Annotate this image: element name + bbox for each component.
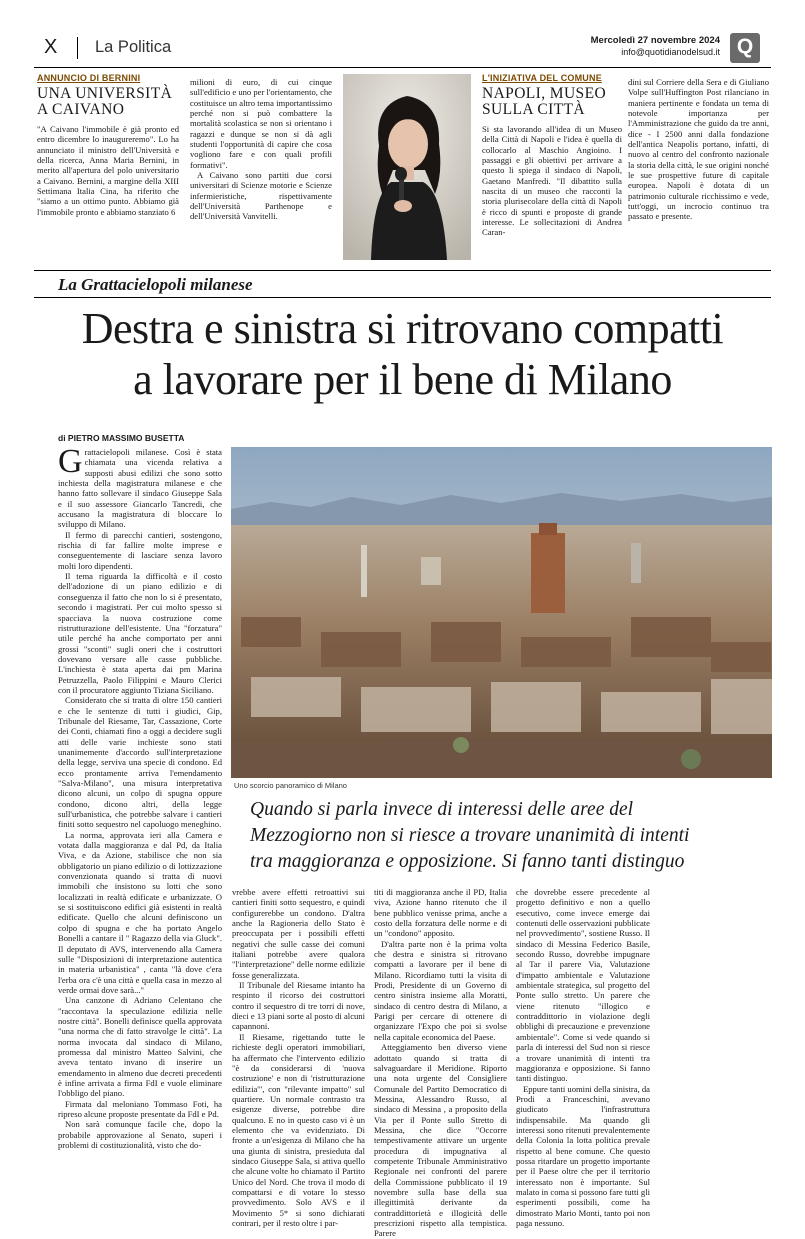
- header-divider-vertical: [77, 37, 78, 59]
- pull-quote: Quando si parla invece di interessi delle aree del Mezzogiorno non si riesce a trovare unanimità di intenti tra maggioranza e opposizione. Si fanno tanti distinguo: [250, 799, 690, 872]
- brief-left-kicker: ANNUNCIO DI BERNINI: [37, 73, 141, 83]
- brief-right-title: NAPOLI, MUSEO SULLA CITTÀ: [482, 85, 607, 118]
- speaker-photo: [343, 74, 471, 260]
- close-icon[interactable]: X: [44, 36, 58, 58]
- brief-right-col2: dini sul Corriere della Sera e di Giuliano Volpe sull'Huffington Post rilanciano in maniera pertinente e fondata un tema di notevole importanza per l'Amministrazione che guido da tre anni, dice - I 2500 anni dalla fondazione dell'antica Neapolis portano, infatti, di nuovo al centro del confronto nazionale la storia della città, le sue origini nonché le sue prospettive future di capitale europea. Napoli è dotata di un patrimonio culturale ricchissimo e vede, tutt'oggi, un incrocio continuo tra passato e presente.: [628, 77, 769, 222]
- article-col2: vrebbe avere effetti retroattivi sui cantieri finiti sotto sequestro, e quindi configurerebbe un condono. D'altra anche la Ragioneria dello Stato è preoccupata per i possibili effetti negativi che sulle casse dei comuni italiani potrebbe avere qualora "l'interpretazione" delle norme edilizie fosse generalizzata. Il Tribunale del Riesame intanto ha respinto il ricorso dei costruttori contro il sequestro di tre torri di nove, dieci e 13 piani sorte al posto di alcuni capannoni. Il Riesame, rigettando tutte le richieste degli operatori immobiliari, ha affermato che l'intervento edilizio "è da considerarsi di 'nuova costruzione' e non di 'ristrutturazione edilizia'", con "rilevante impatto" sul quartiere. Un normale contrasto tra esigenze diverse, potrebbe dire qualcuno. E no in questo caso vi è un elemento che va evidenziato. Di fronte a un'esigenza di Milano che ha una giunta di sinistra, presieduta dal sindaco Giuseppe Sala, si attiva quello che alcune volte ho chiamato il Partito Unico del Nord. Che trova il modo di compattarsi e di votare lo stesso provvedimento. Solo AVS e il Movimento 5* si sono dichiarati contrari, per il resto oltre i par-: [232, 887, 365, 1228]
- brief-right-kicker: L'INIZIATIVA DEL COMUNE: [482, 73, 602, 83]
- brief-divider: [34, 270, 771, 271]
- article-kicker: La Grattacielopoli milanese: [58, 275, 253, 294]
- brief-left-col2: milioni di euro, di cui cinque sull'edificio e uno per l'orientamento, che costituisce un altro tema importantissimo perché non si può combattere la mortalità scolastica se non si orientano i ragazzi e dunque se non si dà agli studenti l'opportunità di capire che cosa vogliono fare e con quali profili formativi". A Caivano sono partiti due corsi universitari di Scienze motorie e Scienze infermieristiche, rispettivamente dell'Università Parthenope e dell'Università Vanvitelli.: [190, 77, 332, 222]
- header-email: info@quotidianodelsud.it: [621, 47, 720, 57]
- milan-panorama-photo: [231, 447, 772, 778]
- quotidiano-logo-icon: [730, 33, 760, 63]
- header-rule: [34, 67, 771, 68]
- article-col1: Grattacielopoli milanese. Così è stata chiamata una vicenda relativa a supposti abusi edilizi che sono sotto inchiesta della magistratura milanese e che hanno fatto sollevare il sindaco Giuseppe Sala e il suo assessore Giancarlo Tancredi, che accusano la magistratura di bloccare lo sviluppo di Milano. Il fermo di parecchi cantieri, sostengono, rischia di far fallire molte imprese e conseguentemente di lasciare senza lavoro molti loro dipendenti. Il tema riguarda la difficoltà e il costo dell'adozione di un piano edilizio e di conseguenza il fatto che non lo si è presentato, secondo i magistrati. Per cui molto spesso si spacciava la nuova costruzione come ristrutturazione dell'esistente. Una "forzatura" utile perché ha anche comportato per anni grossi "sconti" sugli oneri che i costruttori dovevano versare alle casse pubbliche. L'inchiesta è stata aperta dai pm Marina Petruzzella, Paolo Filippini e Mauro Clerici con il procuratore aggiunto Tiziana Siciliano. Considerato che si tratta di oltre 150 cantieri e che le sentenze di tutti i giudici, Gip, Tribunale del Riesame, Tar, Cassazione, Corte dei Conti, chiamati fino a oggi a decidere sugli atti delle varie inchieste sono stati unanimemente d'accordo sull'interpretazione della legge, serviva una specie di condono. Ed ecco prontamente arriva l'emendamento "Salva-Milano", una misura interpretativa dicono alcuni, un colpo di spugna oppure condono, dicono altri, della legge sull'urbanistica, che potrebbe salvare i cantieri finiti sotto sequestro nel capoluogo meneghino. La norma, approvata ieri alla Camera e votata dalla maggioranza e dal Pd, da Italia Viva, e da Azione, stabilisce che non sia obbligatorio un piano edilizio o di lottizzazione convenzionata quando si tratta di nuovi immobili che insistono su lotti che sono localizzati in realtà edificate e urbanizzate. O se si sostituiscono edifici già esistenti in realtà edificate. Quello che alcuni definiscono un colpo di spugna e che ha portato Angelo Bonelli a cantare il " Ragazzo della via Gluck". Il deputato di AVS, intervenendo alla Camera sulle "Disposizioni di interpretazione autentica in materia urbanistica" , canta "là dove c'era l'erba ora c'è una città e quella casa in mezzo al verde ormai dove sarà..." Una canzone di Adriano Celentano che "raccontava la speculazione edilizia nelle nostre città". Bonelli definisce quella approvata "una norma che di fatto stravolge le città". La norma invocata dal sindaco di Milano, promessa dal ministro Matteo Salvini, che aveva tentato invano di inserire un emendamento in almeno due decreti precedenti è infine arrivata a firma FdI e vuole eliminare l'obbligo del piano. Firmata dal meloniano Tommaso Foti, ha ripreso alcune proposte presentate da FdI e Pd. Non sarà comunque facile che, dopo la probabile approvazione al Senato, superi i problemi di costituzionalità, visto che do-: [58, 443, 222, 1151]
- header-date: Mercoledì 27 novembre 2024: [590, 35, 720, 46]
- brief-left-col1: "A Caivano l'immobile è già pronto ed entro dicembre lo inaugureremo". Lo ha annunciato il ministro dell'Università e della ricerca, Anna Maria Bernini, in merito all'apertura del polo universitario a Caivano. Bernini, a margine della XIII Settimana Italia Cina, ha riferito che "siamo a un ottimo punto. Abbiamo già l'immobile pronto e abbiamo stanziato 6: [37, 124, 179, 217]
- brief-left-title: UNA UNIVERSITÀ A CAIVANO: [37, 85, 173, 118]
- article-col3: titi di maggioranza anche il PD, Italia viva, Azione hanno ritenuto che il bene pubblico venisse prima, anche a costo della forzatura delle norme e di un "condono" apposito. D'altra parte non è la prima volta che destra e sinistra si ritrovano compatti a lavorare per il bene di Milano. Ricordiamo tutti la visita di Prodi, Presidente di un Governo di centro sinistra insieme alla Moratti, sindaco di centro destra di Milano, a Parigi per cercare di ottenere di organizzare l'Expo che poi si svolse nella capitale economica del Paese. Atteggiamento ben diverso viene adottato quando si tratta di salvaguardare il Meridione. Riporto una nota urgente del Consigliere Comunale del Partito Democratico di Messina, Alessandro Russo, al sindaco di Messina , a proposito della Via per il Ponte sullo Stretto di Messina, che dice "Occorre tempestivamente attivare un urgente procedura di impugnativa al competente Tribunale Amministrativo Regionale nei confronti del parere della Commissione pubblicato il 19 novembre sulla base della sua illegittimità derivante da contraddittorietà e illogicità delle prescrizioni rispetto alla tempistica. Parere: [374, 887, 507, 1239]
- logo-letter: Q: [736, 35, 754, 58]
- photo-caption: Uno scorcio panoramico di Milano: [234, 781, 347, 790]
- article-col4: che dovrebbe essere precedente al progetto definitivo e non a quello esecutivo, come invece emerge dai contenuti delle osservazioni pubblicate nel provvedimento", sostiene Russo. Il sindaco di Messina Federico Basile, secondo Russo, dovrebbe impugnare al Tar il parere Via, Valutazione d'impatto ambientale e Valutazione ambientale strategica, sul progetto del Ponte sullo stretto. Un parere che viene ritenuto "illogico e contraddittorio in violazione degli obblighi di precauzione e prevenzione ambientale". Come si vede quando si parla di interessi del Sud non si riesce a trovare unanimità di intenti tra maggioranza e opposizione. Si fanno tanti distinguo. Eppure tanti uomini della sinistra, da Prodi a Franceschini, avevano giudicato l'infrastruttura indispensabile. Ma quando gli interessi sono ritenuti prevalentemente della Colonia la lotta politica prevale rispetto al bene comune. Che questo possa ritardare un progetto importante per il Paese oltre che per il territorio interessato non è importante. Sul malato in coma si possono fare tutti gli esperimenti possibili, come ha dimostrato Mario Monti, tanto poi non paga nessuno.: [516, 887, 650, 1228]
- kicker-underline: [34, 297, 771, 298]
- section-title: La Politica: [95, 38, 172, 56]
- brief-right-col1: Si sta lavorando all'idea di un Museo della Città di Napoli e l'idea è quella di collocarlo al Maschio Angioino. I passaggi e gli obiettivi per arrivare a questo li spiega il sindaco di Napoli, Gaetano Manfredi. "Il dibattito sulla nascita di un museo che racconti la storia plurisecolare della città di Napoli è ricco di spunti e proposte di grande interesse. Le sollecitazioni di Andrea Caran-: [482, 124, 622, 238]
- article-headline: Destra e sinistra si ritrovano compatti a lavorare per il bene di Milano: [81, 304, 724, 404]
- byline: di PIETRO MASSIMO BUSETTA: [58, 433, 185, 443]
- drop-cap: G: [58, 443, 83, 480]
